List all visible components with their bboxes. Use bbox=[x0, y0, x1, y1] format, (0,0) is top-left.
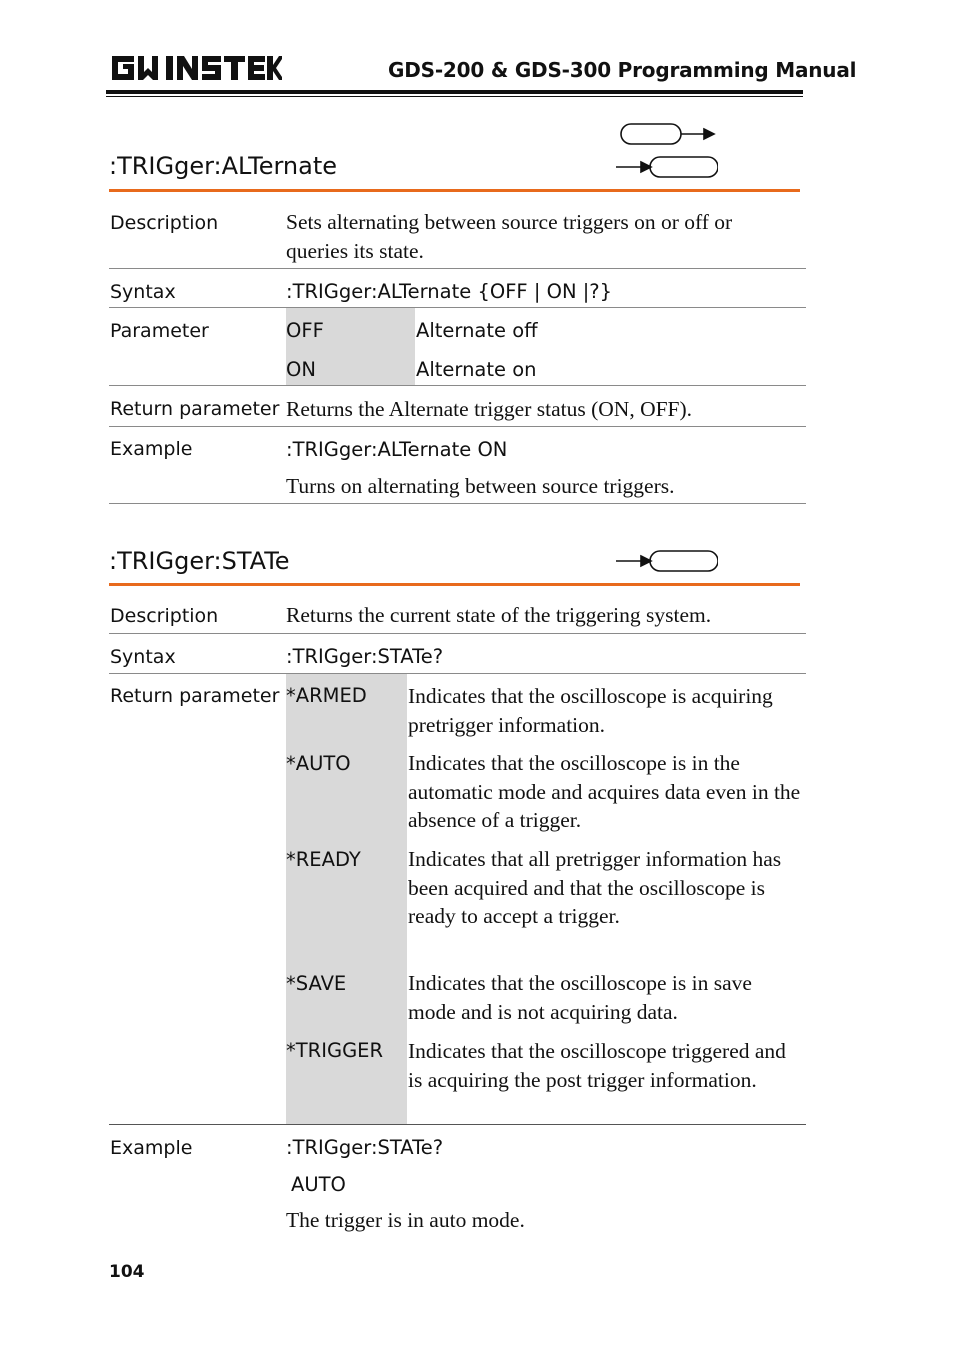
return-value-name: *READY bbox=[286, 848, 361, 871]
label-parameter: Parameter bbox=[110, 320, 209, 342]
set-query-icons bbox=[614, 122, 718, 182]
return-value-name: *TRIGGER bbox=[286, 1039, 384, 1062]
row-divider bbox=[109, 673, 806, 674]
label-return-parameter: Return parameter bbox=[110, 685, 280, 707]
description-text: Returns the current state of the triggering system. bbox=[286, 603, 712, 627]
row-divider bbox=[109, 307, 806, 308]
logo-text: GW INSTEK bbox=[110, 52, 116, 53]
return-parameter-text: Returns the Alternate trigger status (ON, OFF). bbox=[286, 397, 693, 421]
label-syntax: Syntax bbox=[110, 281, 176, 303]
syntax-text: :TRIGger:ALTernate {OFF | ON |?} bbox=[286, 280, 613, 303]
page-number: 104 bbox=[109, 1262, 145, 1282]
example-response: AUTO bbox=[291, 1173, 346, 1196]
row-divider bbox=[109, 426, 806, 427]
header-rule-thin bbox=[106, 96, 803, 97]
label-description: Description bbox=[110, 212, 219, 234]
return-value-desc: Indicates that all pretrigger information has been acquired and that the oscilloscope is ready to accept a trigger. bbox=[408, 847, 782, 928]
example-command: :TRIGger:STATe? bbox=[286, 1136, 444, 1159]
return-value-desc: Indicates that the oscilloscope is in the automatic mode and acquires data even in the absence of a trigger. bbox=[408, 751, 801, 832]
param-name: ON bbox=[286, 358, 316, 381]
label-syntax: Syntax bbox=[110, 646, 176, 668]
example-command: :TRIGger:ALTernate ON bbox=[286, 438, 508, 461]
return-value-desc: Indicates that the oscilloscope is in save mode and is not acquiring data. bbox=[408, 971, 752, 1024]
param-desc: Alternate off bbox=[416, 319, 538, 342]
row-divider bbox=[109, 633, 806, 634]
row-divider bbox=[109, 503, 806, 504]
label-description: Description bbox=[110, 605, 219, 627]
section-accent-rule bbox=[109, 189, 800, 192]
label-example: Example bbox=[110, 1137, 193, 1159]
query-command-arrow-icon bbox=[616, 157, 718, 177]
section-title-alternate: :TRIGger:ALTernate bbox=[109, 152, 337, 180]
param-desc: Alternate on bbox=[416, 358, 537, 381]
example-description: The trigger is in auto mode. bbox=[286, 1208, 525, 1232]
set-command-arrow-icon bbox=[621, 124, 714, 144]
return-value-desc: Indicates that the oscilloscope triggered and is acquiring the post trigger information. bbox=[408, 1039, 786, 1092]
example-description: Turns on alternating between source triggers. bbox=[286, 474, 675, 498]
param-name: OFF bbox=[286, 319, 324, 342]
row-divider bbox=[109, 1124, 806, 1125]
section-title-state: :TRIGger:STATe bbox=[109, 547, 290, 575]
manual-title: GDS-200 & GDS-300 Programming Manual bbox=[388, 58, 857, 82]
gw-instek-logo bbox=[110, 52, 282, 84]
description-text: Sets alternating between source triggers on or off or queries its state. bbox=[286, 210, 733, 263]
return-value-name: *AUTO bbox=[286, 752, 351, 775]
syntax-text: :TRIGger:STATe? bbox=[286, 645, 444, 668]
return-value-name: *SAVE bbox=[286, 972, 347, 995]
header-rule-thick bbox=[106, 90, 803, 94]
label-return-parameter: Return parameter bbox=[110, 398, 280, 420]
row-divider bbox=[109, 385, 806, 386]
label-example: Example bbox=[110, 438, 193, 460]
row-divider bbox=[109, 268, 806, 269]
return-value-name: *ARMED bbox=[286, 684, 367, 707]
section-accent-rule bbox=[109, 583, 800, 586]
query-command-arrow-icon bbox=[614, 548, 718, 574]
return-value-desc: Indicates that the oscilloscope is acquiring pretrigger information. bbox=[408, 684, 773, 737]
